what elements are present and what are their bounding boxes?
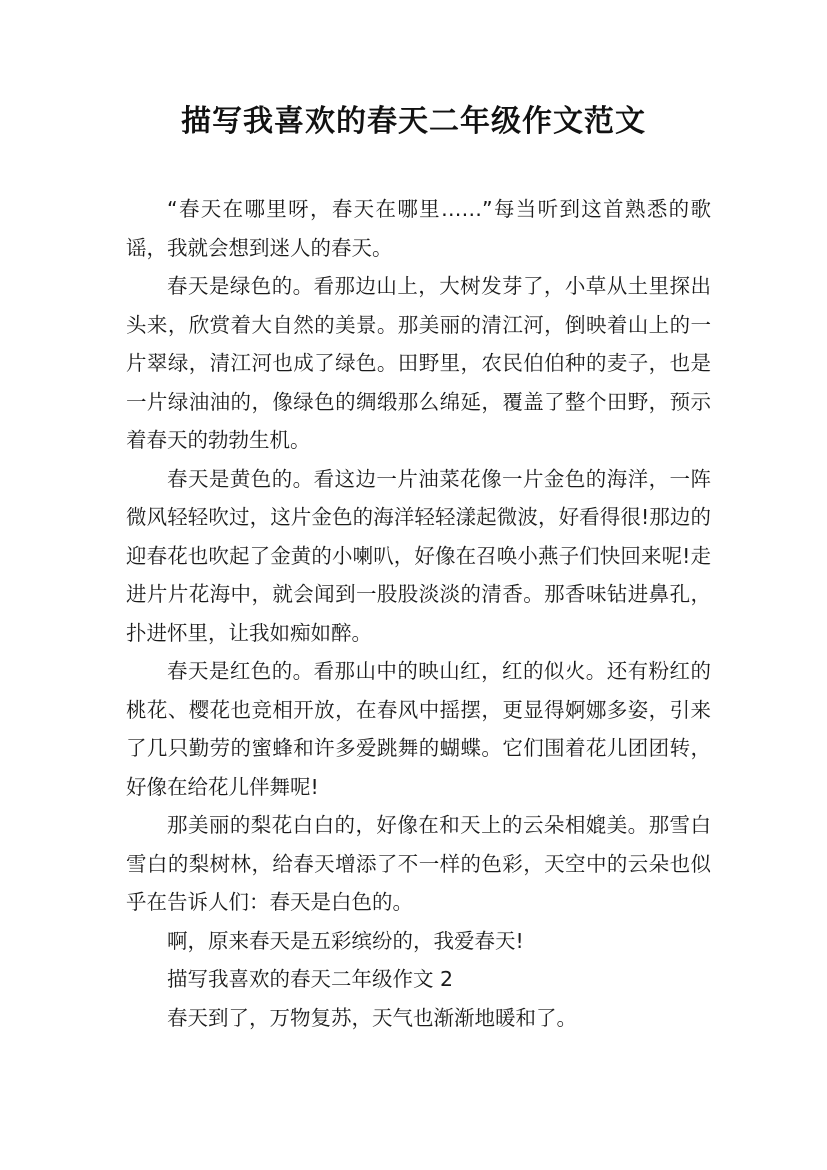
paragraph: “春天在哪里呀，春天在哪里……”每当听到这首熟悉的歌谣，我就会想到迷人的春天。 [126, 197, 711, 260]
document-body [126, 190, 711, 1037]
paragraph: 春天是红色的。看那山中的映山红，红的似火。还有粉红的桃花、樱花也竞相开放，在春风中摇摆，更显得婀娜多姿，引来了几只勤劳的蜜蜂和许多爱跳舞的蝴蝶。它们围着花儿团团转，好像在给花儿伴舞呢! [126, 659, 711, 799]
section-heading: 描写我喜欢的春天二年级作文 2 [167, 967, 454, 991]
document-title: 描写我喜欢的春天二年级作文范文 [181, 104, 646, 139]
paragraph: 春天是绿色的。看那边山上，大树发芽了，小草从土里探出头来，欣赏着大自然的美景。那美丽的清江河，倒映着山上的一片翠绿，清江河也成了绿色。田野里，农民伯伯种的麦子，也是一片绿油油的，像绿色的绸缎那么绵延，覆盖了整个田野，预示着春天的勃勃生机。 [126, 274, 711, 452]
paragraph: 那美丽的梨花白白的，好像在和天上的云朵相媲美。那雪白雪白的梨树林，给春天增添了不一样的色彩，天空中的云朵也似乎在告诉人们：春天是白色的。 [126, 813, 711, 914]
paragraph: 啊，原来春天是五彩缤纷的，我爱春天! [167, 928, 524, 953]
paragraph: 春天到了，万物复苏，天气也渐渐地暖和了。 [167, 1005, 577, 1030]
paragraph: 春天是黄色的。看这边一片油菜花像一片金色的海洋，一阵微风轻轻吹过，这片金色的海洋轻轻漾起微波，好看得很!那边的迎春花也吹起了金黄的小喇叭，好像在召唤小燕子们快回来呢!走进片片花海中，就会闻到一股股淡淡的清香。那香味钻进鼻孔，扑进怀里，让我如痴如醉。 [126, 466, 711, 645]
